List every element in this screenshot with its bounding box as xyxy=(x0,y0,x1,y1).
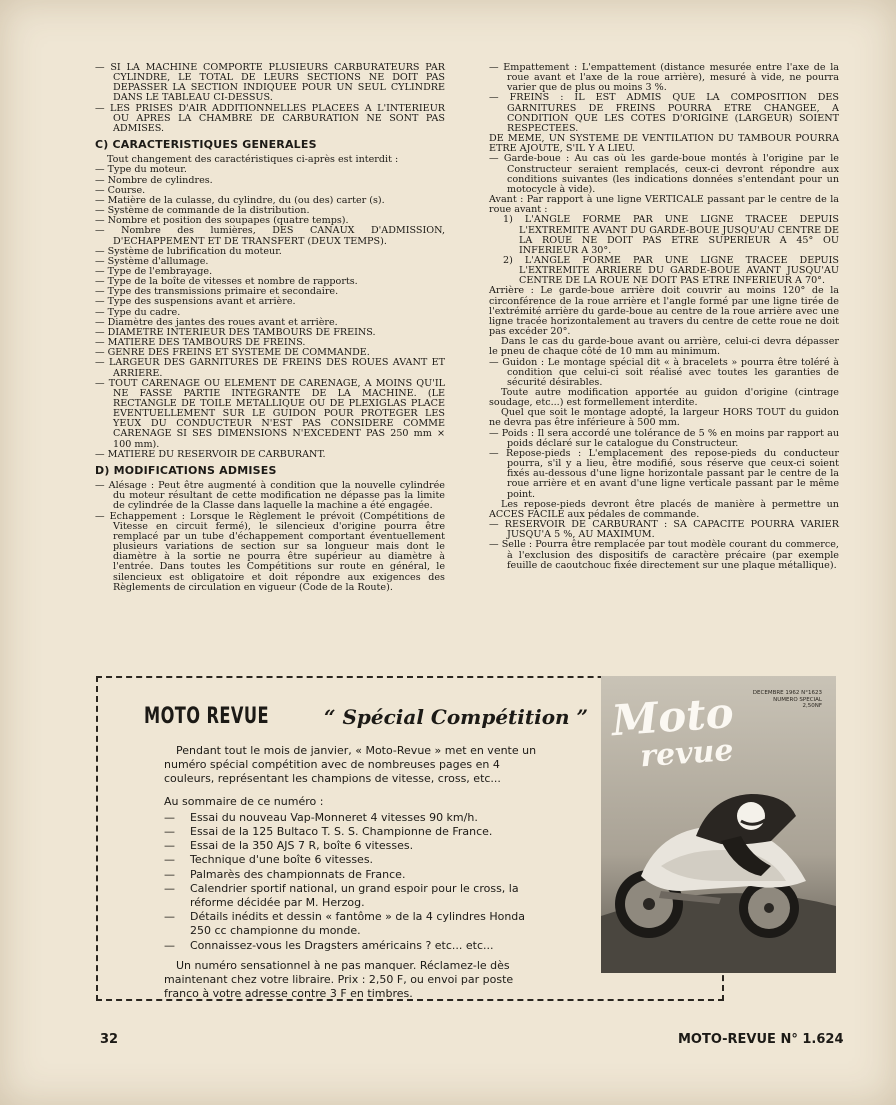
left-column xyxy=(95,63,445,593)
cover-logo xyxy=(610,687,737,778)
section-c-item: — TOUT CARENAGE OU ELEMENT DE CARENAGE, A MOINS QU'IL NE FASSE PARTIE INTEGRANTE DE LA MACHINE. (LE RECTANGLE DE TOILE METALLIQUE OU DE PLEXIGLAS PLACE EVENTUELLEMENT SUR LE GUIDON POUR PROTEGER LES YEUX DU CONDUCTEUR N'EST PAS CONSIDERE COMME CARENAGE SI SES DIMENSIONS N'EXCEDENT PAS 250 mm × 100 mm). xyxy=(95,377,445,450)
cover-issue-info xyxy=(753,690,822,710)
right-paragraph: 1) L'ANGLE FORME PAR UNE LIGNE TRACEE DEPUIS L'EXTREMITE AVANT DU GARDE-BOUE JUSQU'AU CENTRE DE LA ROUE NE DOIT PAS ETRE SUPERIEUR A 45° OU INFERIEUR A 30°. xyxy=(503,214,839,256)
right-paragraph: Avant : Par rapport à une ligne VERTICALE passant par le centre de la roue avant : xyxy=(489,194,839,216)
right-paragraph: — Repose-pieds : L'emplacement des repose-pieds du conducteur pourra, s'il y a lieu, être modifié, sous réserve que ceux-ci soient fixés au-dessous d'une ligne horizontale passant par le centre de la roue arrière et en avant d'une ligne verticale passant par le même point. xyxy=(489,447,839,500)
ad-summary-item: — Détails inédits et dessin « fantôme » de la 4 cylindres Honda 250 cc championne du monde. xyxy=(164,910,544,938)
section-c-heading: C) CARACTERISTIQUES GENERALES xyxy=(95,138,317,152)
ad-summary-list xyxy=(164,811,544,953)
section-c-item: — Type des transmissions primaire et secondaire. xyxy=(95,286,339,298)
section-c-item: — Type du cadre. xyxy=(95,306,181,318)
ad-summary-item: — Calendrier sportif national, un grand espoir pour le cross, la réforme décidée par M. Herzog. xyxy=(164,882,544,910)
ad-closing: Un numéro sensationnel à ne pas manquer. Réclamez-le dès maintenant chez votre libraire. Prix : 2,50 F, ou envoi par poste franco à votre adresse contre 3 F en timbres. xyxy=(164,958,514,1001)
ad-summary-item: — Connaissez-vous les Dragsters américains ? etc... etc... xyxy=(164,939,544,953)
right-paragraph: — RESERVOIR DE CARBURANT : SA CAPACITE POURRA VARIER JUSQU'A 5 %, AU MAXIMUM. xyxy=(489,519,839,541)
section-c-item: — Diamètre des jantes des roues avant et arrière. xyxy=(95,316,338,328)
ad-brand: MOTO REVUE xyxy=(144,704,269,729)
right-paragraph: DE MEME, UN SYSTEME DE VENTILATION DU TAMBOUR POURRA ETRE AJOUTE, S'IL Y A LIEU. xyxy=(489,133,839,155)
ad-summary-item: — Essai de la 125 Bultaco T. S. S. Championne de France. xyxy=(164,825,544,839)
ad-subtitle: “ Spécial Compétition ” xyxy=(324,705,589,729)
section-c-list xyxy=(95,165,445,460)
right-paragraph: — Empattement : L'empattement (distance mesurée entre l'axe de la roue avant et l'axe de la roue arrière), mesuré à vide, ne pourra varier que de plus ou moins 3 %. xyxy=(489,62,839,94)
cover-logo-revue: revue xyxy=(639,732,735,775)
section-c-item: — GENRE DES FREINS ET SYSTEME DE COMMANDE. xyxy=(95,347,370,359)
carburetor-rule: — SI LA MACHINE COMPORTE PLUSIEURS CARBURATEURS PAR CYLINDRE, LE TOTAL DE LEURS SECTIONS NE DOIT PAS DEPASSER LA SECTION INDIQUEE POUR UN SEUL CYLINDRE DANS LE TABLEAU CI-DESSUS. xyxy=(95,62,445,104)
right-paragraph: Dans le cas du garde-boue avant ou arrière, celui-ci devra dépasser le pneu de chaque côté de 10 mm au minimum. xyxy=(489,336,839,358)
section-c-item: — Nombre de cylindres. xyxy=(95,174,213,186)
ad-summary-item: — Technique d'une boîte 6 vitesses. xyxy=(164,853,544,867)
right-paragraph: — FREINS : IL EST ADMIS QUE LA COMPOSITION DES GARNITURES DE FREINS POURRA ETRE CHANGEE, A CONDITION QUE LES COTES D'ORIGINE (LARGEUR) SOIENT RESPECTEES. xyxy=(489,92,839,134)
right-paragraph: 2) L'ANGLE FORME PAR UNE LIGNE TRACEE DEPUIS L'EXTREMITE ARRIERE DU GARDE-BOUE AVANT JUSQU'AU CENTRE DE LA ROUE NE DOIT PAS ETRE INFERIEUR A 70°. xyxy=(503,254,839,287)
right-paragraph: Les repose-pieds devront être placés de manière à permettre un ACCES FACILE aux pédales de commande. xyxy=(489,498,839,520)
cover-issue-date: DECEMBRE 1962 N°1623 xyxy=(752,690,822,696)
cover-logo-moto: Moto xyxy=(610,687,736,746)
right-paragraph: — Poids : Il sera accordé une tolérance de 5 % en moins par rapport au poids déclaré sur le catalogue du Constructeur. xyxy=(489,427,839,449)
section-c-item: — Type de l'embrayage. xyxy=(95,265,213,277)
right-column xyxy=(489,63,839,571)
section-c-item: — Type du moteur. xyxy=(95,164,187,176)
section-c-item: — DIAMETRE INTERIEUR DES TAMBOURS DE FREINS. xyxy=(95,326,376,338)
ad-summary-item: — Essai du nouveau Vap-Monneret 4 vitesses 90 km/h. xyxy=(164,811,544,825)
right-paragraph: Toute autre modification apportée au guidon d'origine (cintrage soudage, etc...) est formellement interdite. xyxy=(489,387,839,409)
ad-body xyxy=(164,744,544,1001)
section-c-item: — Type de la boîte de vitesses et nombre de rapports. xyxy=(95,276,358,288)
ad-title xyxy=(144,704,589,729)
section-c-item: — Nombre des lumières, DES CANAUX D'ADMISSION, D'ECHAPPEMENT ET DE TRANSFERT (DEUX TEMPS). xyxy=(95,225,445,247)
magazine-cover-image xyxy=(601,676,836,973)
ad-intro: Pendant tout le mois de janvier, « Moto-Revue » met en vente un numéro spécial compétition avec de nombreuses pages en 4 couleurs, représentant les champions de vitesse, cross, etc... xyxy=(164,744,537,786)
right-paragraph: Quel que soit le montage adopté, la largeur HORS TOUT du guidon ne devra pas être inférieure à 500 mm. xyxy=(489,407,839,429)
section-d-item: — Echappement : Lorsque le Règlement le prévoit (Compétitions de Vitesse en circuit fermé), le silencieux d'origine pourra être remplacé par un tube d'échappement comportant éventuellement plusieurs variations de section sur sa longueur mais dont le diamètre à la sortie ne pourra être supérieur au diamètre à l'entrée. Dans toutes les Compétitions sur route en général, le silencieux est obligatoire et doit répondre aux exigences des Règlements de circulation en vigueur (Code de la Route). xyxy=(95,510,445,593)
section-d-heading: D) MODIFICATIONS ADMISES xyxy=(95,463,277,477)
ad-summary-heading: Au sommaire de ce numéro : xyxy=(164,794,324,808)
ad-summary-item: — Palmarès des championnats de France. xyxy=(164,868,544,882)
cover-issue-special: NUMERO SPECIAL xyxy=(773,696,822,703)
section-c-item: — LARGEUR DES GARNITURES DE FREINS DES ROUES AVANT ET ARRIERE. xyxy=(95,357,445,379)
section-c-item: — Type des suspensions avant et arrière. xyxy=(95,296,296,308)
cover-issue-price: 2,50NF xyxy=(802,703,822,709)
section-c-item: — Nombre et position des soupapes (quatre temps). xyxy=(95,215,349,227)
right-paragraph: — Garde-boue : Au cas où les garde-boue montés à l'origine par le Constructeur seraient remplacés, ceux-ci devront répondre aux conditions suivantes (les indications données s'entendant pour un motocycle à vide). xyxy=(489,153,839,195)
section-c-item: — Système de lubrification du moteur. xyxy=(95,245,282,257)
right-paragraph: — Guidon : Le montage spécial dit « à bracelets » pourra être toléré à condition que celui-ci soit réalisé avec toutes les garanties de sécurité désirables. xyxy=(489,356,839,388)
right-paragraph: — Selle : Pourra être remplacée par tout modèle courant du commerce, à l'exclusion des dispositifs de caractère précaire (par exemple feuille de caoutchouc fixée directement sur une plaque métallique). xyxy=(489,539,839,571)
section-c-item: — Système de commande de la distribution. xyxy=(95,205,310,217)
page-number: 32 xyxy=(100,1032,119,1047)
section-d-list xyxy=(95,481,445,593)
section-c-intro: Tout changement des caractéristiques ci-après est interdit : xyxy=(107,154,399,166)
air-intake-rule: — LES PRISES D'AIR ADDITIONNELLES PLACEES A L'INTERIEUR OU APRES LA CHAMBRE DE CARBURATION NE SONT PAS ADMISES. xyxy=(95,102,445,134)
section-d-item: — Alésage : Peut être augmenté à condition que la nouvelle cylindrée du moteur résultant de cette modification ne dépasse pas la limite de cylindrée de la Classe dans laquelle la machine a été engagée. xyxy=(95,480,445,512)
section-c-item: — MATIERE DES TAMBOURS DE FREINS. xyxy=(95,337,306,349)
publication-issue: MOTO-REVUE N° 1.624 xyxy=(678,1032,844,1047)
section-c-item: — Course. xyxy=(95,184,146,196)
section-c-item: — MATIERE DU RESERVOIR DE CARBURANT. xyxy=(95,448,326,460)
ad-summary-item: — Essai de la 350 AJS 7 R, boîte 6 vitesses. xyxy=(164,839,544,853)
right-paragraph: Arrière : Le garde-boue arrière doit couvrir au moins 120° de la circonférence de la roue arrière et l'angle formé par une ligne tirée de l'extrémité arrière du garde-boue au centre de la roue arrière avec une ligne tracée horizontalement au travers du centre de cette roue ne doit pas excéder 20°. xyxy=(489,285,839,338)
section-c-item: — Matière de la culasse, du cylindre, du (ou des) carter (s). xyxy=(95,194,385,206)
section-c-item: — Système d'allumage. xyxy=(95,255,209,267)
